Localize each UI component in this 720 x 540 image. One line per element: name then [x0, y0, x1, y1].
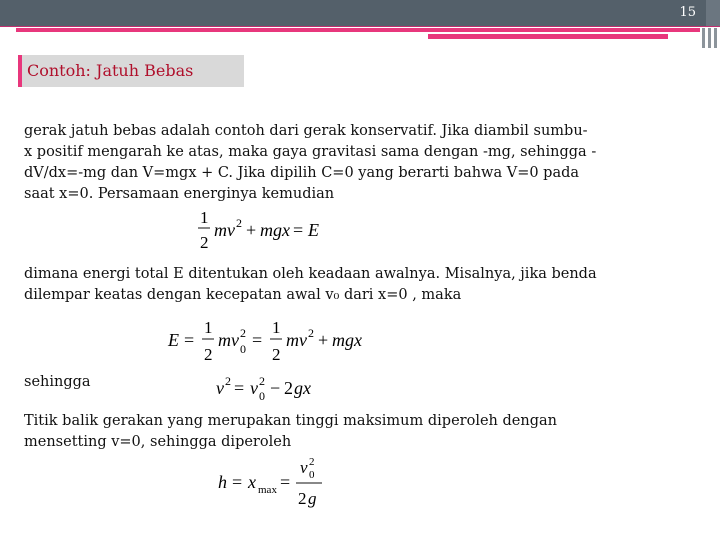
turning-line-2: mensetting v=0, sehingga diperoleh	[24, 434, 292, 450]
svg-text:1: 1	[200, 208, 209, 227]
svg-text:2: 2	[308, 326, 314, 340]
decor-stripe-3	[714, 28, 717, 48]
svg-text:2: 2	[272, 345, 281, 364]
svg-text:mv: mv	[214, 220, 235, 240]
svg-text:2: 2	[259, 374, 265, 388]
svg-text:2: 2	[200, 233, 209, 252]
accent-line	[16, 28, 700, 32]
svg-text:h: h	[218, 472, 227, 492]
svg-text:=: =	[293, 220, 304, 240]
top-bar	[0, 0, 720, 26]
svg-text:=: =	[252, 330, 263, 350]
decor-stripe-1	[702, 28, 705, 48]
svg-text:2: 2	[240, 326, 246, 340]
svg-text:g: g	[308, 489, 317, 508]
svg-text:+: +	[246, 220, 257, 240]
accent-line-thin	[0, 26, 720, 27]
svg-text:=: =	[184, 330, 195, 350]
paragraph-intro	[24, 121, 674, 205]
svg-text:2: 2	[284, 378, 293, 398]
svg-text:E: E	[308, 220, 319, 240]
turning-line-1: Titik balik gerakan yang merupakan tinggi maksimum diperoleh dengan	[24, 413, 557, 429]
svg-text:v: v	[300, 458, 308, 477]
svg-text:2: 2	[225, 374, 231, 388]
svg-text:mgx: mgx	[260, 220, 290, 240]
paragraph-turning-point	[24, 411, 674, 453]
intro-line-2: x positif mengarah ke atas, maka gaya gravitasi sama dengan -mg, sehingga -	[24, 144, 597, 160]
energy-line-1: dimana energi total E ditentukan oleh keadaan awalnya. Misalnya, jika benda	[24, 266, 597, 282]
energy-equation	[196, 203, 336, 255]
svg-text:1: 1	[272, 318, 281, 337]
intro-line-3: dV/dx=-mg dan V=mgx + C. Jika dipilih C=0 yang berarti bahwa V=0 pada	[24, 165, 580, 181]
velocity-equation	[212, 370, 342, 404]
initial-energy-equation	[166, 316, 376, 368]
svg-text:=: =	[234, 378, 245, 398]
svg-text:mv: mv	[286, 330, 307, 350]
paragraph-energy	[24, 264, 674, 306]
top-bar-corner	[706, 0, 720, 26]
svg-text:+: +	[318, 330, 329, 350]
svg-text:−: −	[270, 378, 281, 398]
svg-text:2: 2	[298, 489, 307, 508]
max-height-equation	[216, 455, 336, 511]
svg-text:2: 2	[204, 345, 213, 364]
svg-text:1: 1	[204, 318, 213, 337]
slide-heading: Contoh: Jatuh Bebas	[18, 55, 244, 87]
svg-text:E: E	[168, 330, 179, 350]
energy-line-2: dilempar keatas dengan kecepatan awal v₀ dari x=0 , maka	[24, 287, 462, 303]
label-sehingga: sehingga	[24, 374, 91, 390]
intro-line-1: gerak jatuh bebas adalah contoh dari gerak konservatif. Jika diambil sumbu-	[24, 123, 588, 139]
intro-line-4: saat x=0. Persamaan energinya kemudian	[24, 186, 335, 202]
svg-text:0: 0	[259, 389, 265, 403]
svg-text:v: v	[250, 378, 258, 398]
svg-text:mv: mv	[218, 330, 239, 350]
svg-text:=: =	[232, 472, 243, 492]
svg-text:x: x	[248, 472, 256, 492]
svg-text:2: 2	[236, 216, 242, 230]
svg-text:gx: gx	[294, 378, 311, 398]
svg-text:0: 0	[309, 469, 315, 481]
accent-bar-short	[428, 34, 668, 39]
svg-text:v: v	[216, 378, 224, 398]
svg-text:mgx: mgx	[332, 330, 362, 350]
slide-number: 15	[679, 5, 696, 20]
svg-text:2: 2	[309, 456, 315, 468]
svg-text:max: max	[258, 484, 277, 496]
svg-text:0: 0	[240, 342, 246, 356]
decor-stripe-2	[708, 28, 711, 48]
svg-text:=: =	[280, 472, 291, 492]
